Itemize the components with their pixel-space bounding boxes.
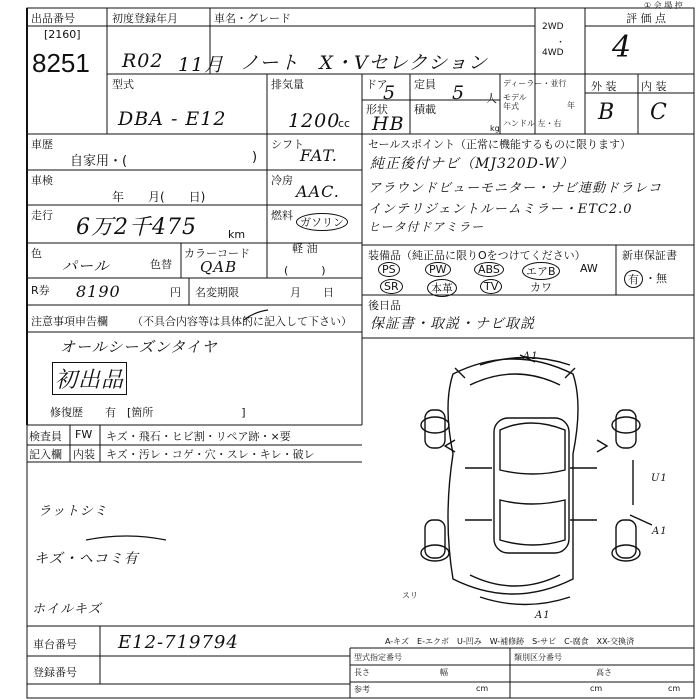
first-registration-label: 初度登録年月 xyxy=(112,12,178,25)
height-label: 高さ xyxy=(596,668,612,677)
sales-line-1: 純正後付ナビ（MJ320D-W） xyxy=(370,156,575,172)
model-grade-value: ノート X・Vセレクション xyxy=(240,52,488,74)
capacity-unit: 人 xyxy=(486,92,497,105)
fuel-gasoline: ガソリン xyxy=(296,213,348,231)
equip-aw: AW xyxy=(580,262,598,275)
diagram-mark-left: スリ xyxy=(402,591,418,600)
history-close: ) xyxy=(252,150,258,165)
equip-abs: ABS xyxy=(474,262,504,277)
documents-label: 後日品 xyxy=(368,299,401,312)
fw-items: キズ・飛石・ヒビ割・リペア跡・×要 xyxy=(106,430,291,443)
expiry-label: 名変期限 xyxy=(195,286,239,299)
diagram-mark-right-2: A1 xyxy=(652,526,668,537)
equip-tv: TV xyxy=(480,279,502,294)
mileage-value: 6万2千475 xyxy=(76,215,197,240)
ac-label: 冷房 xyxy=(271,174,293,187)
type-designation-label: 型式指定番号 xyxy=(354,653,402,662)
mileage-label: 走行 xyxy=(31,209,53,222)
handwritten-note-2: キズ・ヘコミ有 xyxy=(34,551,139,567)
car-damage-diagram-icon xyxy=(421,355,652,605)
equipment-label: 装備品（純正品に限りOをつけてください） xyxy=(368,249,586,262)
steering-label: ハンドル 左・右 xyxy=(503,119,562,128)
color-label: 色 xyxy=(31,247,42,260)
capacity-label: 定員 xyxy=(414,78,436,91)
interior-items-label: 内装 xyxy=(73,448,95,461)
recycle-value: 8190 xyxy=(76,282,121,301)
repair-history: 修復歴 有 [箇所 ] xyxy=(50,406,246,419)
interior-grade: C xyxy=(650,100,668,125)
displacement-value: 1200 xyxy=(288,110,341,132)
interior-label: 内 装 xyxy=(641,80,667,93)
handwritten-note-3: ホイルキズ xyxy=(32,602,102,617)
fw-label: FW xyxy=(75,428,93,441)
lot-no-label: 出品番号 xyxy=(31,12,75,25)
displacement-unit: cc xyxy=(338,117,351,130)
inspection-label: 車検 xyxy=(31,174,53,187)
exterior-grade: B xyxy=(598,100,616,125)
diagram-mark-top: A1 xyxy=(523,351,539,362)
exterior-label: 外 装 xyxy=(591,80,617,93)
drive-2wd: 2WD xyxy=(542,22,564,32)
recycle-label: R券 xyxy=(31,284,50,297)
documents-value: 保証書・取説・ナビ取説 xyxy=(370,316,535,332)
width-label: 幅 xyxy=(440,668,448,677)
registration-number-label: 登録番号 xyxy=(33,666,77,679)
model-grade-label: 車名・グレード xyxy=(214,12,291,25)
history-value: 自家用・( xyxy=(70,154,128,169)
load-label: 積載 xyxy=(414,103,436,116)
score-label: 評 価 点 xyxy=(626,12,666,25)
registration-year: R02 xyxy=(122,50,164,72)
inspector-label: 検査員 xyxy=(29,430,62,443)
equip-pw: PW xyxy=(425,262,451,277)
doors-label: ドア xyxy=(366,78,388,91)
load-unit: kg xyxy=(490,124,500,133)
corner-note: ① 会 場 控 xyxy=(644,1,683,10)
sales-point-label: セールスポイント（正常に機能するものに限ります） xyxy=(368,138,632,151)
registration-month: 11月 xyxy=(178,54,225,76)
warranty-no: ・無 xyxy=(645,272,667,285)
lot-number: 8251 xyxy=(32,48,90,78)
chassis-value: E12-719794 xyxy=(118,632,239,653)
doors-value: 5 xyxy=(383,82,397,104)
inspection-fields: 年 月( 日) xyxy=(112,190,206,204)
warranty-label: 新車保証書 xyxy=(622,249,677,262)
category-label: 類別区分番号 xyxy=(514,653,562,662)
capacity-value: 5 xyxy=(452,82,466,104)
shift-label: シフト xyxy=(271,138,304,151)
model-code-label: 型式 xyxy=(112,78,134,91)
model-year-label-2: 年式 xyxy=(503,102,519,111)
sales-line-3: インテリジェントルームミラー・ETC2.0 xyxy=(368,202,633,217)
length-label: 長さ xyxy=(354,668,370,677)
cm-unit-3: cm xyxy=(668,684,681,693)
notes-instruction: （不具合内容等は具体的に記入して下さい） xyxy=(132,315,352,328)
fuel-diesel: 軽 油 xyxy=(292,242,318,255)
color-change-label: 色替 xyxy=(150,258,172,271)
sales-line-2: アラウンドビューモニター・ナビ連動ドラレコ xyxy=(368,181,663,196)
shift-value: FAT. xyxy=(300,146,338,165)
drive-dot: ・ xyxy=(556,38,566,48)
body-type-value: HB xyxy=(372,113,405,135)
cm-unit-2: cm xyxy=(590,684,603,693)
drive-4wd: 4WD xyxy=(542,48,564,58)
color-code-label: カラーコード xyxy=(184,247,250,260)
equip-ps: PS xyxy=(378,262,400,277)
model-year-unit: 年 xyxy=(567,101,575,110)
color-value: パール xyxy=(62,257,110,275)
notes-label: 注意事項申告欄 xyxy=(31,315,108,328)
body-type-label: 形状 xyxy=(366,103,388,116)
fuel-label: 燃料 xyxy=(271,209,293,222)
warranty-yes: 有 xyxy=(624,270,643,288)
interior-items: キズ・汚レ・コゲ・穴・スレ・キレ・破レ xyxy=(106,448,315,461)
mileage-unit: km xyxy=(228,228,246,241)
notation-label: 記入欄 xyxy=(29,448,62,461)
displacement-label: 排気量 xyxy=(271,78,304,91)
model-year-label-1: モデル xyxy=(503,93,527,102)
handwritten-note-1: ラットシミ xyxy=(38,504,108,519)
diagram-mark-bottom: A1 xyxy=(535,610,551,621)
expiry-fields: 月 日 xyxy=(290,286,334,299)
diagram-mark-right-1: U1 xyxy=(651,473,668,484)
damage-legend: A-キズ E-エクボ U-凹み W-補修跡 S-サビ C-腐食 XX-交換済 xyxy=(385,637,635,646)
notes-line-1: オールシーズンタイヤ xyxy=(60,338,218,356)
model-code-value: DBA - E12 xyxy=(118,108,227,130)
first-listing-stamp: 初出品 xyxy=(52,362,127,395)
sales-line-4: ヒータ付ドアミラー xyxy=(368,220,485,234)
equip-airbag: エアB xyxy=(522,262,560,280)
equip-leather: 本革 xyxy=(427,279,457,297)
recycle-unit: 円 xyxy=(170,286,181,299)
equip-kawa: カワ xyxy=(530,281,552,294)
overall-score: 4 xyxy=(612,30,633,65)
chassis-label: 車台番号 xyxy=(33,638,77,651)
cm-unit-1: cm xyxy=(476,684,489,693)
auction-code: [2160] xyxy=(44,28,81,41)
dealer-import-label: ディーラー・並行 xyxy=(503,79,567,88)
equip-sr: SR xyxy=(380,279,403,294)
color-code-value: QAB xyxy=(200,258,238,276)
reference-label: 参考 xyxy=(354,685,370,694)
ac-value: AAC. xyxy=(296,182,340,201)
history-label: 車歴 xyxy=(31,138,53,151)
fuel-other: ( ) xyxy=(284,264,326,277)
